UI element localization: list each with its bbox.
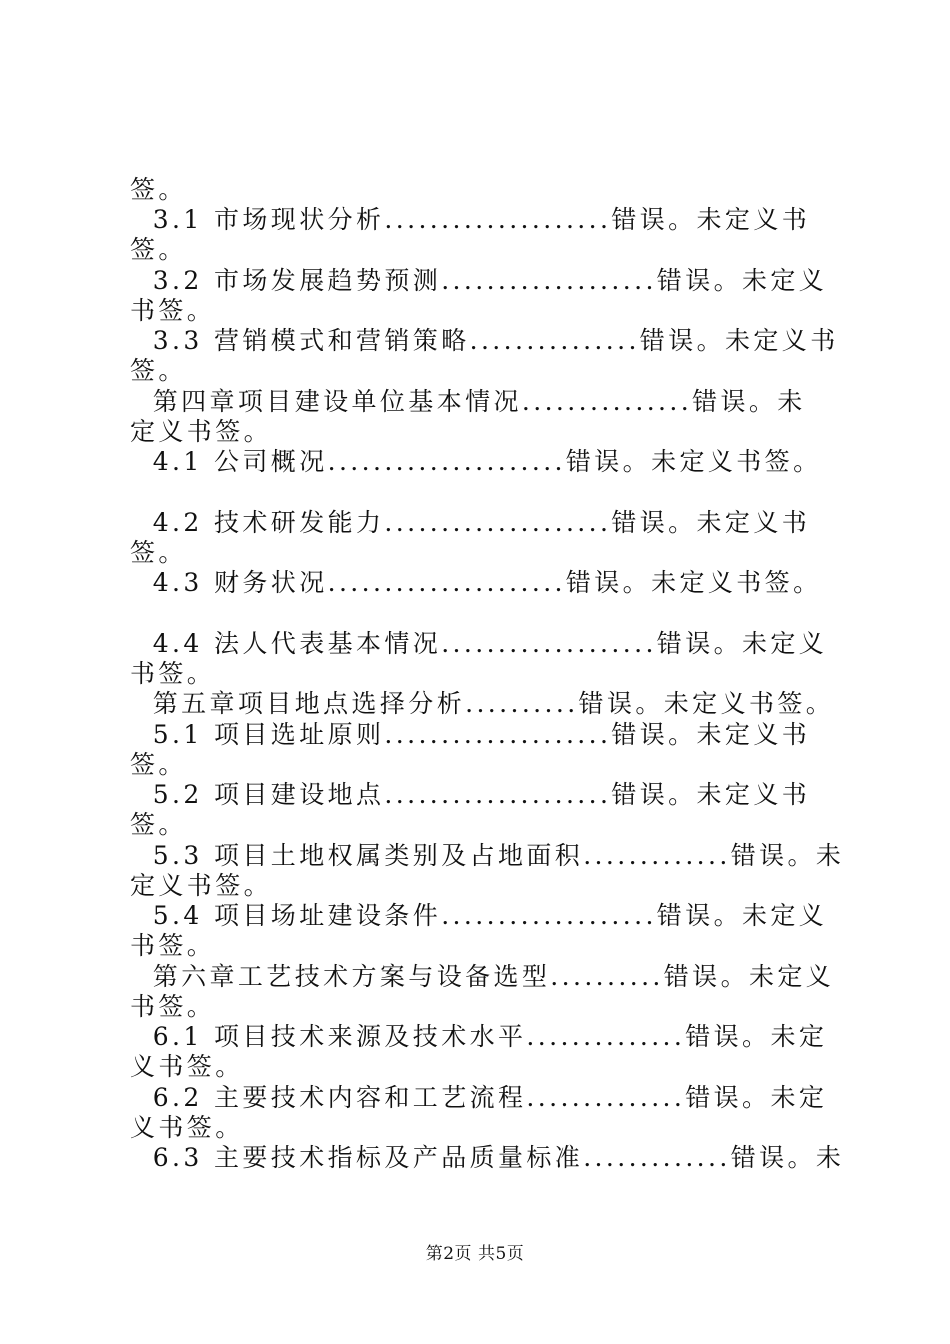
toc-entry-5-1-wrap: 签。 [130,750,187,779]
page-footer: 第2页 共5页 [425,1244,525,1264]
toc-entry-3-3[interactable]: 3.3 营销模式和营销策略...............错误。未定义书 [130,326,839,355]
toc-entry-chapter-5[interactable]: 第五章项目地点选择分析..........错误。未定义书签。 [130,689,835,718]
toc-entry-6-3[interactable]: 6.3 主要技术指标及产品质量标准.............错误。未 [130,1143,845,1172]
toc-entry-4-4-wrap: 书签。 [130,659,216,688]
toc-entry-6-2[interactable]: 6.2 主要技术内容和工艺流程..............错误。未定 [130,1083,828,1112]
toc-entry-3-3-wrap: 签。 [130,356,187,385]
toc-entry-5-1[interactable]: 5.1 项目选址原则....................错误。未定义书 [130,720,811,749]
toc-entry-4-4[interactable]: 4.4 法人代表基本情况...................错误。未定义 [130,629,828,658]
toc-entry-5-2-wrap: 签。 [130,810,187,839]
toc-entry-5-3[interactable]: 5.3 项目土地权属类别及占地面积.............错误。未 [130,841,845,870]
toc-entry-chapter-6-wrap: 书签。 [130,992,216,1021]
toc-entry-3-1-wrap: 签。 [130,235,187,264]
toc-entry-4-1[interactable]: 4.1 公司概况.....................错误。未定义书签。 [130,447,822,476]
toc-entry-6-1[interactable]: 6.1 项目技术来源及技术水平..............错误。未定 [130,1022,828,1051]
toc-entry-chapter-6[interactable]: 第六章工艺技术方案与设备选型..........错误。未定义 [130,962,835,991]
toc-entry-4-3[interactable]: 4.3 财务状况.....................错误。未定义书签。 [130,568,822,597]
toc-entry-3-2[interactable]: 3.2 市场发展趋势预测...................错误。未定义 [130,266,828,295]
toc-entry-5-4-wrap: 书签。 [130,931,216,960]
toc-entry-4-2-wrap: 签。 [130,538,187,567]
toc-entry-chapter-4-wrap: 定义书签。 [130,417,273,446]
toc-entry-chapter-4[interactable]: 第四章项目建设单位基本情况...............错误。未 [130,387,806,416]
toc-entry-6-2-wrap: 义书签。 [130,1113,244,1142]
toc-line-continuation: 签。 [130,175,187,204]
toc-entry-5-2[interactable]: 5.2 项目建设地点....................错误。未定义书 [130,780,811,809]
toc-entry-3-1[interactable]: 3.1 市场现状分析....................错误。未定义书 [130,205,811,234]
toc-entry-4-2[interactable]: 4.2 技术研发能力....................错误。未定义书 [130,508,811,537]
toc-entry-3-2-wrap: 书签。 [130,296,216,325]
toc-entry-6-1-wrap: 义书签。 [130,1052,244,1081]
toc-entry-5-4[interactable]: 5.4 项目场址建设条件...................错误。未定义 [130,901,828,930]
toc-entry-5-3-wrap: 定义书签。 [130,871,273,900]
